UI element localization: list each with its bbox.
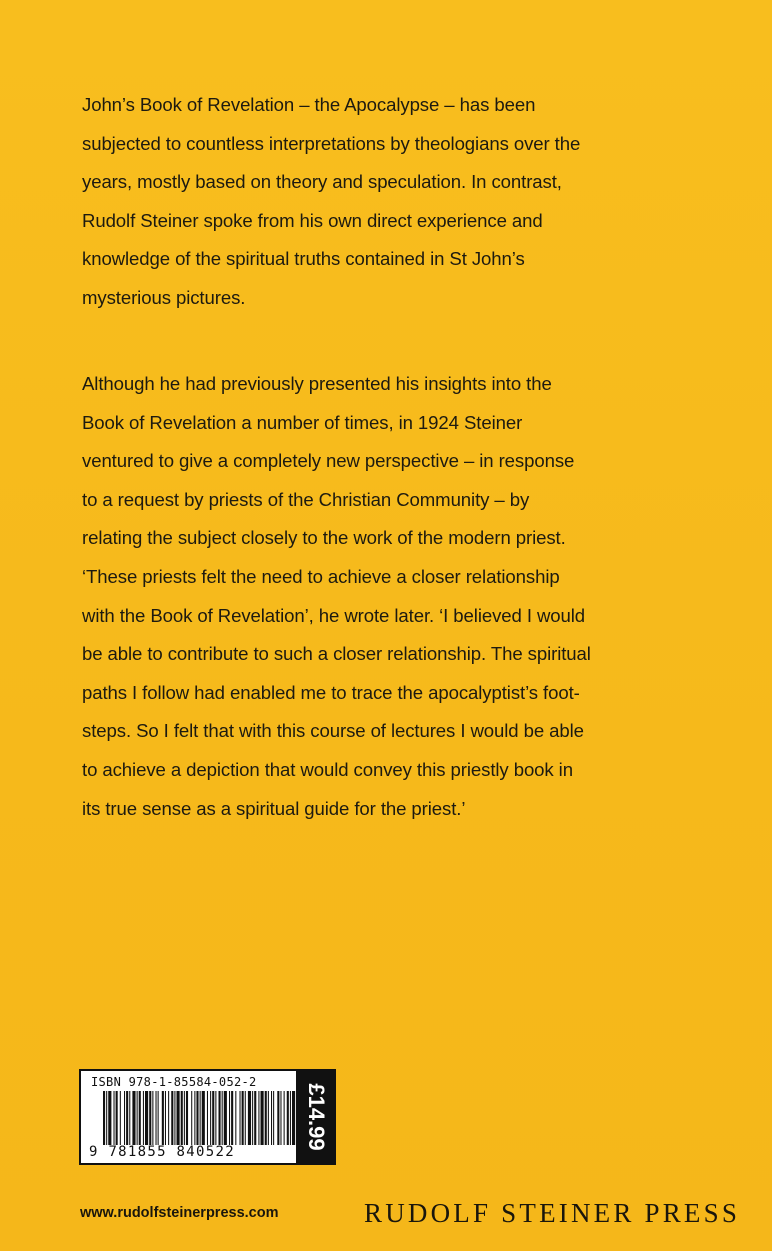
barcode-bar — [222, 1091, 223, 1145]
blurb-line: John’s Book of Revelation – the Apocalypse – has been — [82, 94, 536, 115]
barcode-bar — [177, 1091, 180, 1145]
barcode-bar — [108, 1091, 111, 1145]
barcode-bar — [273, 1091, 274, 1145]
barcode-bar — [114, 1091, 115, 1145]
barcode-bar — [254, 1091, 256, 1145]
blurb-line: to achieve a depiction that would convey this priestly book in — [82, 758, 573, 780]
barcode-bar — [245, 1091, 246, 1145]
blurb-paragraph-2 — [82, 365, 682, 828]
barcode-bar — [284, 1091, 285, 1145]
barcode-bar — [290, 1091, 291, 1145]
barcode-bar — [116, 1091, 118, 1145]
barcode-bar — [207, 1091, 208, 1145]
barcode-bar — [229, 1091, 230, 1145]
blurb-line: years, mostly based on theory and speculation. In contrast, — [82, 171, 562, 193]
barcode-bar — [191, 1091, 192, 1145]
price-tag — [296, 1069, 336, 1165]
blurb-line: to a request by priests of the Christian Community – by — [82, 488, 530, 510]
barcode-panel — [79, 1069, 336, 1165]
barcode-bar — [186, 1091, 188, 1145]
blurb-line: steps. So I felt that with this course of lectures I would be able — [82, 720, 584, 742]
barcode-bar — [252, 1091, 253, 1145]
barcode-bar — [126, 1091, 128, 1145]
barcode-bar — [261, 1091, 264, 1145]
barcode-bar — [162, 1091, 164, 1145]
barcode-bar — [158, 1091, 159, 1145]
barcode-bar — [212, 1091, 214, 1145]
barcode-bar — [219, 1091, 221, 1145]
blurb-paragraph-1 — [82, 86, 682, 318]
barcode-bar — [240, 1091, 241, 1145]
barcode-bar — [149, 1091, 151, 1145]
barcode-bar — [210, 1091, 211, 1145]
blurb-line: knowledge of the spiritual truths contained in St John’s — [82, 248, 525, 270]
barcode-bar — [280, 1091, 281, 1145]
barcode-bar — [124, 1091, 125, 1145]
publisher-logo: RUDOLF STEINER PRESS — [364, 1198, 741, 1228]
barcode-bar — [174, 1091, 175, 1145]
barcode-bar — [156, 1091, 157, 1145]
barcode-bar — [184, 1091, 185, 1145]
blurb-line: paths I follow had enabled me to trace the apocalyptist’s foot- — [82, 681, 580, 703]
publisher-website: www.rudolfsteinerpress.com — [80, 1205, 279, 1221]
barcode-bar — [268, 1091, 269, 1145]
barcode-bar — [200, 1091, 201, 1145]
barcode-bar — [120, 1091, 121, 1145]
barcode-bar — [137, 1091, 138, 1145]
barcode-bar — [171, 1091, 173, 1145]
barcode-bar — [248, 1091, 251, 1145]
barcode-bar — [168, 1091, 169, 1145]
price-text: £14.99 — [304, 1083, 329, 1151]
barcode-digits: 9 781855 840522 — [89, 1144, 235, 1160]
barcode-bar — [145, 1091, 148, 1145]
blurb-line: ventured to give a completely new perspective – in response — [82, 450, 575, 472]
blurb-line: relating the subject closely to the work of the modern priest. — [82, 527, 566, 549]
barcode-bar — [258, 1091, 259, 1145]
barcode-bar — [181, 1091, 183, 1145]
blurb-line: ‘These priests felt the need to achieve a closer relationship — [82, 565, 560, 587]
blurb-line: be able to contribute to such a closer relationship. The spiritual — [82, 643, 591, 665]
barcode-bar — [224, 1091, 227, 1145]
blurb-line: Although he had previously presented his insights into the — [82, 373, 552, 394]
barcode-bar — [194, 1091, 195, 1145]
barcode-bar — [143, 1091, 144, 1145]
barcode-bar — [231, 1091, 233, 1145]
blurb-line: Book of Revelation a number of times, in 1924 Steiner — [82, 411, 523, 433]
blurb-line: mysterious pictures. — [82, 286, 246, 308]
isbn-label: ISBN 978-1-85584-052-2 — [91, 1075, 257, 1089]
barcode-bar — [132, 1091, 135, 1145]
barcode-bar — [152, 1091, 153, 1145]
barcode-bar — [139, 1091, 141, 1145]
barcode-bar — [165, 1091, 166, 1145]
blurb-line: its true sense as a spiritual guide for the priest.’ — [82, 797, 466, 819]
barcode-bar — [202, 1091, 205, 1145]
barcode-bars — [103, 1091, 299, 1145]
barcode-bar — [265, 1091, 267, 1145]
blurb-line: Rudolf Steiner spoke from his own direct experience and — [82, 209, 543, 231]
barcode-bar — [103, 1091, 105, 1145]
barcode-bar — [292, 1091, 295, 1145]
barcode-bar — [287, 1091, 289, 1145]
barcode-bar — [215, 1091, 216, 1145]
barcode-bar — [242, 1091, 244, 1145]
barcode-bar — [106, 1091, 107, 1145]
barcode-bar — [277, 1091, 279, 1145]
barcode-bar — [235, 1091, 236, 1145]
blurb-line: subjected to countless interpretations by theologians over the — [82, 132, 581, 154]
barcode-bar — [196, 1091, 198, 1145]
barcode-bar — [271, 1091, 272, 1145]
barcode-bar — [129, 1091, 130, 1145]
blurb-line: with the Book of Revelation’, he wrote later. ‘I believed I would — [82, 604, 586, 626]
